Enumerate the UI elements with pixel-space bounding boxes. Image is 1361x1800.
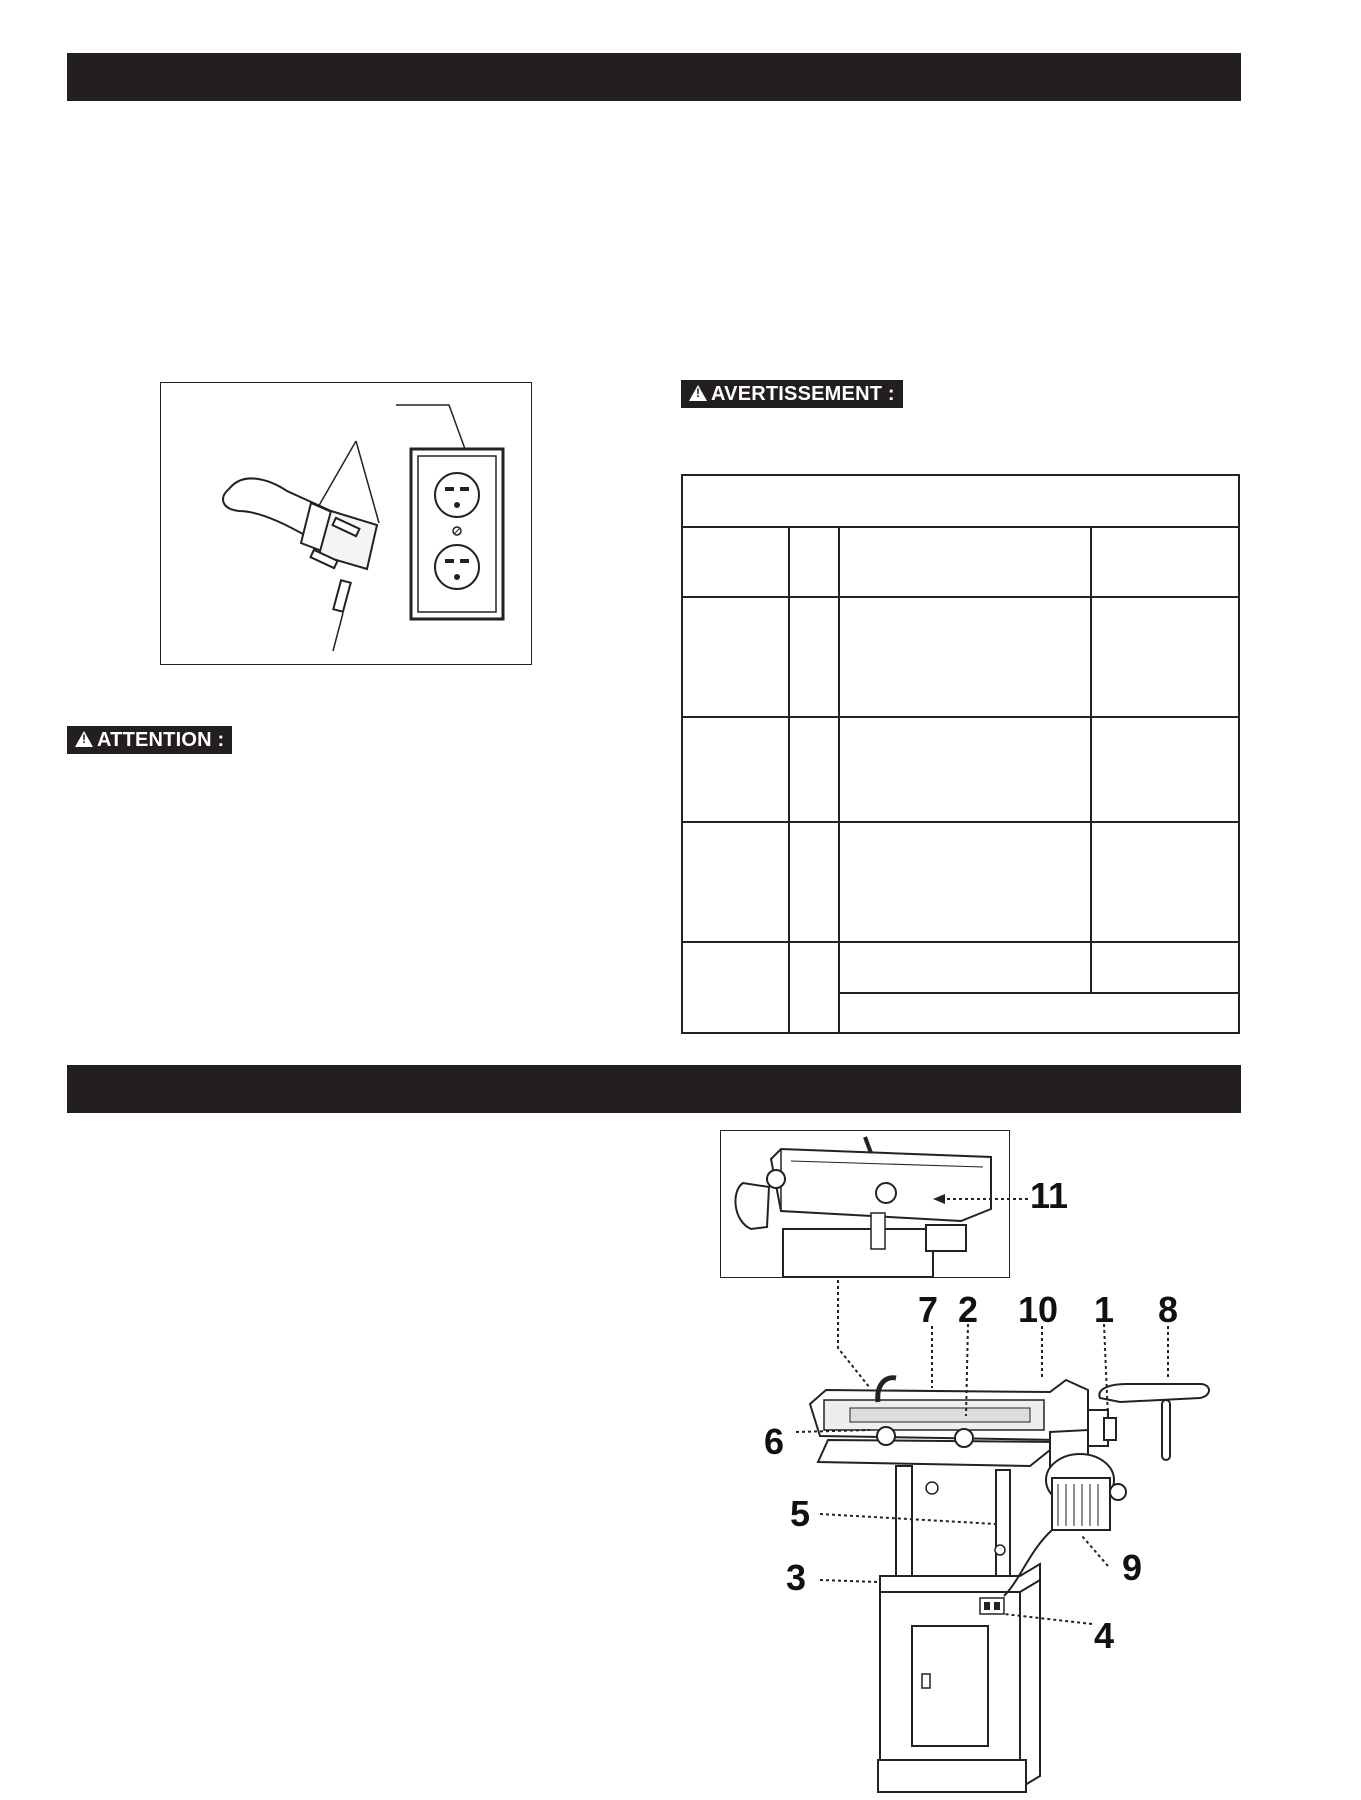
callout-2: 2 [958, 1289, 979, 1330]
table-rule [838, 992, 1238, 994]
attention-label [67, 726, 232, 754]
table-rule [683, 596, 1238, 598]
table-rule [683, 941, 1238, 943]
callout-9: 9 [1122, 1547, 1143, 1588]
warning-triangle-icon [689, 385, 707, 401]
table-rule [683, 821, 1238, 823]
plug-outlet-figure [160, 382, 532, 665]
callout-10: 10 [1018, 1289, 1059, 1330]
inset-detail-figure [720, 1130, 1010, 1278]
avertissement-text: AVERTISSEMENT : [711, 383, 895, 405]
callout-3: 3 [786, 1557, 807, 1598]
table-rule [788, 526, 790, 1032]
table-rule [683, 526, 1238, 528]
warning-triangle-icon [75, 731, 93, 747]
sander-machine-drawing [700, 1280, 1260, 1800]
inset-sander-drawing [721, 1131, 1009, 1277]
avertissement-label [681, 380, 903, 408]
table-rule [683, 716, 1238, 718]
attention-text: ATTENTION : [97, 729, 225, 751]
callout-11: 11 [1030, 1175, 1069, 1216]
callout-6: 6 [764, 1421, 785, 1462]
table-rule [838, 526, 840, 1032]
callout-7: 7 [918, 1289, 939, 1330]
plug-outlet-drawing [161, 383, 531, 664]
section-header-bar-top [67, 53, 1241, 101]
callout-1: 1 [1094, 1289, 1115, 1330]
callout-4: 4 [1094, 1615, 1115, 1656]
callout-5: 5 [790, 1493, 811, 1534]
section-header-bar-bottom [67, 1065, 1241, 1113]
callout-8: 8 [1158, 1289, 1179, 1330]
wire-gauge-table [681, 474, 1240, 1034]
